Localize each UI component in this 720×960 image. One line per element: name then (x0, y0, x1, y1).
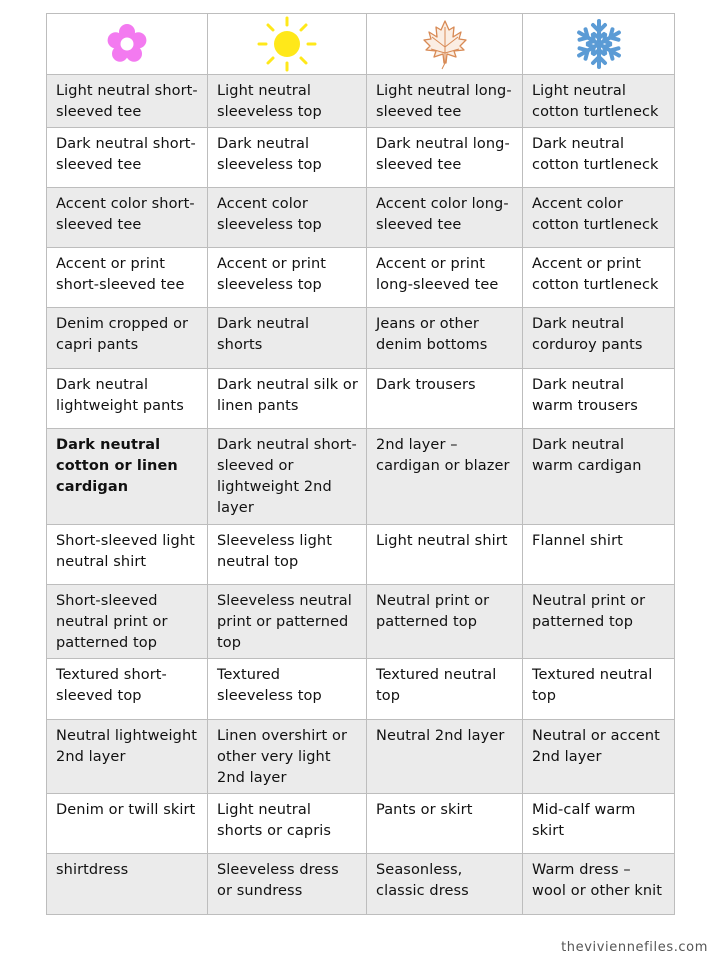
table-row (47, 659, 675, 720)
autumn-item: Textured neutral top (367, 659, 523, 720)
spring-item: shirtdress (47, 854, 208, 915)
summer-item: Sleeveless dress or sundress (208, 854, 367, 915)
winter-item: Dark neutral warm trousers (523, 369, 675, 429)
summer-item: Dark neutral shorts (208, 308, 367, 369)
winter-item: Textured neutral top (523, 659, 675, 720)
spring-item: Dark neutral cotton or linen cardigan (47, 429, 208, 525)
summer-item: Sleeveless light neutral top (208, 525, 367, 585)
spring-item: Accent or print short-sleeved tee (47, 248, 208, 308)
table-row (47, 854, 675, 915)
autumn-item: Dark neutral long-sleeved tee (367, 128, 523, 188)
autumn-item: Neutral 2nd layer (367, 720, 523, 794)
winter-item: Dark neutral corduroy pants (523, 308, 675, 369)
autumn-item: Accent or print long-sleeved tee (367, 248, 523, 308)
autumn-header (367, 14, 523, 75)
summer-item: Light neutral sleeveless top (208, 75, 367, 128)
autumn-item: Light neutral shirt (367, 525, 523, 585)
summer-item: Dark neutral short-sleeved or lightweight 2nd layer (208, 429, 367, 525)
autumn-item: Neutral print or patterned top (367, 585, 523, 659)
table-row (47, 128, 675, 188)
winter-item: Neutral or accent 2nd layer (523, 720, 675, 794)
spring-item: Denim cropped or capri pants (47, 308, 208, 369)
winter-item: Flannel shirt (523, 525, 675, 585)
winter-item: Accent color cotton turtleneck (523, 188, 675, 248)
table-row (47, 308, 675, 369)
summer-header (208, 14, 367, 75)
winter-item: Warm dress – wool or other knit (523, 854, 675, 915)
table-row (47, 75, 675, 128)
autumn-item: Pants or skirt (367, 794, 523, 854)
site-credit: theviviennefiles.com (561, 940, 708, 955)
winter-item: Dark neutral cotton turtleneck (523, 128, 675, 188)
summer-item: Accent color sleeveless top (208, 188, 367, 248)
table-row (47, 188, 675, 248)
spring-item: Denim or twill skirt (47, 794, 208, 854)
table-row (47, 248, 675, 308)
table-row (47, 794, 675, 854)
season-header-row (47, 14, 675, 75)
winter-item: Light neutral cotton turtleneck (523, 75, 675, 128)
winter-item: Dark neutral warm cardigan (523, 429, 675, 525)
spring-item: Light neutral short-sleeved tee (47, 75, 208, 128)
spring-item: Short-sleeved neutral print or patterned top (47, 585, 208, 659)
autumn-item: Dark trousers (367, 369, 523, 429)
spring-item: Neutral lightweight 2nd layer (47, 720, 208, 794)
summer-item: Dark neutral silk or linen pants (208, 369, 367, 429)
sun-icon (257, 16, 317, 72)
table-row (47, 585, 675, 659)
autumn-item: Light neutral long-sleeved tee (367, 75, 523, 128)
autumn-item: Accent color long-sleeved tee (367, 188, 523, 248)
spring-item: Accent color short-sleeved tee (47, 188, 208, 248)
winter-item: Mid-calf warm skirt (523, 794, 675, 854)
spring-item: Short-sleeved light neutral shirt (47, 525, 208, 585)
table-row (47, 525, 675, 585)
spring-header (47, 14, 208, 75)
winter-item: Neutral print or patterned top (523, 585, 675, 659)
winter-item: Accent or print cotton turtleneck (523, 248, 675, 308)
snowflake-icon (572, 17, 626, 71)
summer-item: Light neutral shorts or capris (208, 794, 367, 854)
spring-item: Dark neutral lightweight pants (47, 369, 208, 429)
summer-item: Dark neutral sleeveless top (208, 128, 367, 188)
table-row (47, 720, 675, 794)
summer-item: Linen overshirt or other very light 2nd layer (208, 720, 367, 794)
autumn-item: Seasonless, classic dress (367, 854, 523, 915)
spring-item: Textured short-sleeved top (47, 659, 208, 720)
capsule-wardrobe-table (46, 13, 675, 915)
autumn-item: 2nd layer – cardigan or blazer (367, 429, 523, 525)
summer-item: Textured sleeveless top (208, 659, 367, 720)
table-row (47, 369, 675, 429)
flower-icon (101, 18, 153, 70)
summer-item: Sleeveless neutral print or patterned top (208, 585, 367, 659)
spring-item: Dark neutral short-sleeved tee (47, 128, 208, 188)
maple-leaf-icon (418, 17, 472, 71)
summer-item: Accent or print sleeveless top (208, 248, 367, 308)
winter-header (523, 14, 675, 75)
autumn-item: Jeans or other denim bottoms (367, 308, 523, 369)
table-row (47, 429, 675, 525)
